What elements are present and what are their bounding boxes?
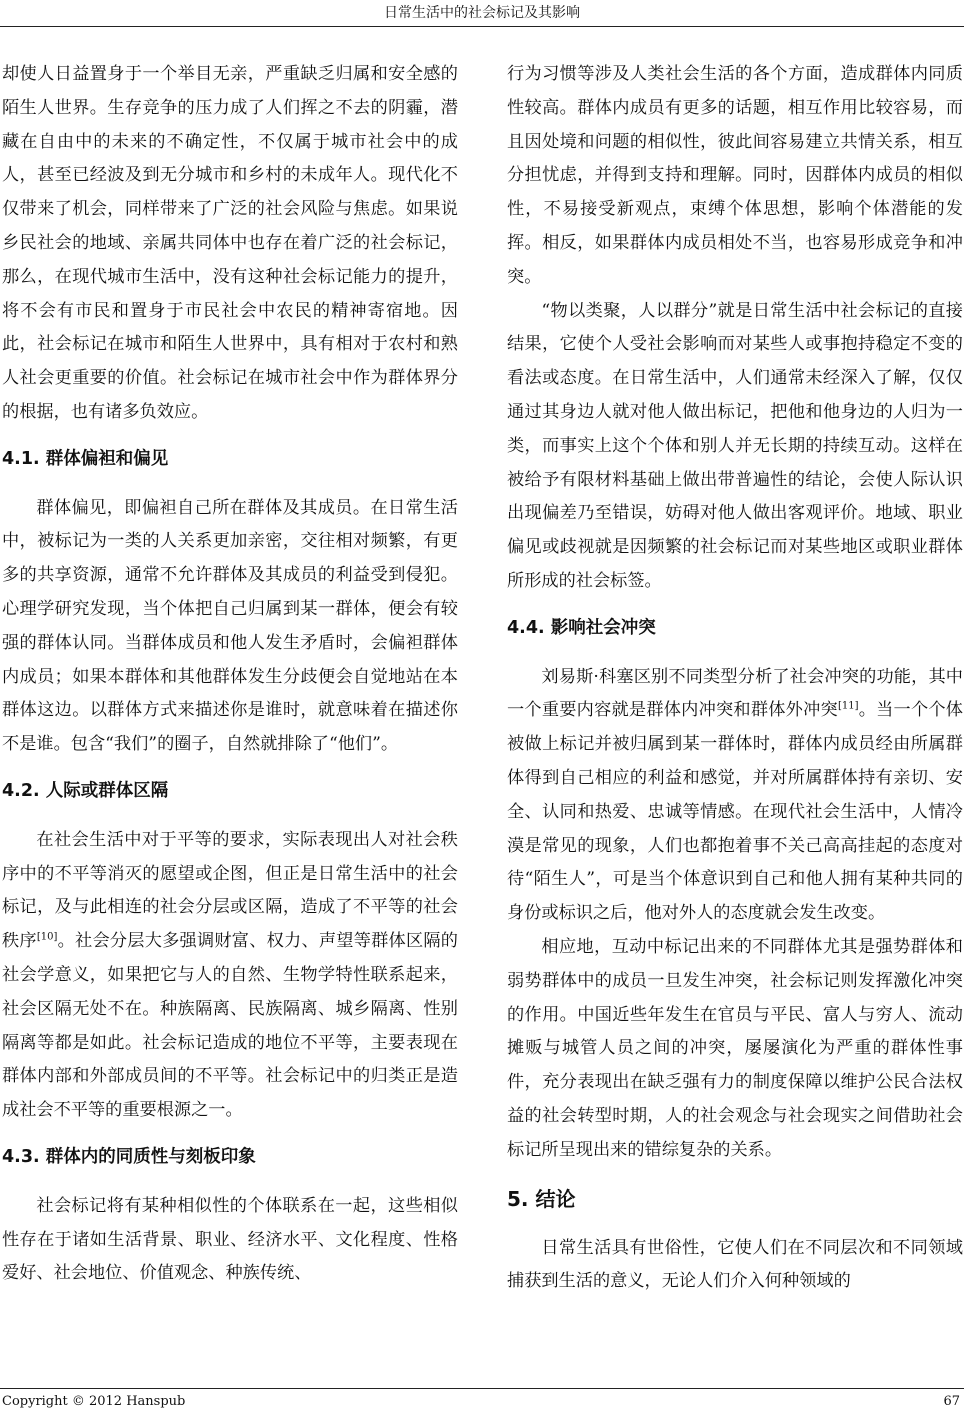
left-column	[2, 58, 458, 1291]
paragraph-4-3-continued: 行为习惯等涉及人类社会生活的各个方面，造成群体内同质性较高。群体内成员有更多的话题，相互作用比较容易，而且因处境和问题的相似性，彼此间容易建立共情关系，相互分担忧虑，并得到支持和理解。同时，因群体内成员的相似性，不易接受新观点，束缚个体思想，影响个体潜能的发挥。相反，如果群体内成员相处不当，也容易形成竞争和冲突。	[507, 64, 963, 287]
paragraph-4-4-a	[507, 661, 963, 931]
citation-10[interactable]: [10]	[36, 931, 58, 943]
paragraph-4-4-text-a: 刘易斯·科塞区别不同类型分析了社会冲突的功能，其中一个重要内容就是群体内冲突和群体外冲突	[507, 666, 963, 721]
section-heading-4-3: 4.3. 群体内的同质性与刻板印象	[2, 1146, 256, 1167]
paragraph-4-3: 社会标记将有某种相似性的个体联系在一起，这些相似性存在于诸如生活背景、职业、经济水平、文化程度、性格爱好、社会地位、价值观念、种族传统、	[2, 1195, 458, 1284]
paragraph-4-4-c: 相应地，互动中标记出来的不同群体尤其是强势群体和弱势群体中的成员一旦发生冲突，社会标记则发挥激化冲突的作用。中国近些年发生在官员与平民、富人与穷人、流动摊贩与城管人员之间的冲突，屡屡演化为严重的群体性事件，充分表现出在缺乏强有力的制度保障以维护公民合法权益的社会转型时期，人的社会观念与社会现实之间借助社会标记所呈现出来的错综复杂的关系。	[507, 936, 963, 1160]
header-rule	[0, 26, 964, 27]
section-heading-4-4: 4.4. 影响社会冲突	[507, 617, 656, 638]
section-heading-4-2: 4.2. 人际或群体区隔	[2, 780, 169, 801]
footer-page-number: 67	[943, 1394, 960, 1409]
section-heading-5: 5. 结论	[507, 1186, 576, 1211]
paragraph-5: 日常生活具有世俗性，它使人们在不同层次和不同领域捕获到生活的意义，无论人们介入何种领域的	[507, 1237, 963, 1292]
paragraph-4-3-b: “物以类聚，人以群分”就是日常生活中社会标记的直接结果，它使个人受社会影响而对某些人或事抱持稳定不变的看法或态度。在日常生活中，人们通常未经深入了解，仅仅通过其身边人就对他人做出标记，把他和他身边的人归为一类，而事实上这个个体和别人并无长期的持续互动。这样在被给予有限材料基础上做出带普遍性的结论，会使人际认识出现偏差乃至错误，妨碍对他人做出客观评价。地域、职业偏见或歧视就是因频繁的社会标记而对某些地区或职业群体所形成的社会标签。	[507, 300, 963, 591]
paragraph-intro: 却使人日益置身于一个举目无亲，严重缺乏归属和安全感的陌生人世界。生存竞争的压力成了人们挥之不去的阴霾，潜藏在自由中的未来的不确定性，不仅属于城市社会中的成人，甚至已经波及到无分城市和乡村的未成年人。现代化不仅带来了机会，同样带来了广泛的社会风险与焦虑。如果说乡民社会的地域、亲属共同体中也存在着广泛的社会标记，那么，在现代城市生活中，没有这种社会标记能力的提升，将不会有市民和置身于市民社会中农民的精神寄宿地。因此，社会标记在城市和陌生人世界中，具有相对于农村和熟人社会更重要的价值。社会标记在城市社会中作为群体界分的根据，也有诸多负效应。	[2, 64, 458, 422]
paragraph-4-2-text-b: 。社会分层大多强调财富、权力、声望等群体区隔的社会学意义，如果把它与人的自然、生物学特性联系起来，社会区隔无处不在。种族隔离、民族隔离、城乡隔离、性别隔离等都是如此。社会标记造成的地位不平等，主要表现在群体内部和外部成员间的不平等。社会标记中的归类正是造成社会不平等的重要根源之一。	[2, 931, 458, 1121]
right-column	[507, 58, 963, 1299]
footer-copyright: Copyright © 2012 Hanspub	[2, 1394, 186, 1409]
paragraph-4-2	[2, 824, 458, 1128]
section-heading-4-1: 4.1. 群体偏袒和偏见	[2, 448, 169, 469]
footer-rule	[0, 1388, 964, 1389]
paragraph-4-1: 群体偏见，即偏袒自己所在群体及其成员。在日常生活中，被标记为一类的人关系更加亲密，交往相对频繁，有更多的共享资源，通常不允许群体及其成员的利益受到侵犯。心理学研究发现，当个体把自己归属到某一群体，便会有较强的群体认同。当群体成员和他人发生矛盾时，会偏袒群体内成员；如果本群体和其他群体发生分歧便会自觉地站在本群体这边。以群体方式来描述你是谁时，就意味着在描述你不是谁。包含“我们”的圈子，自然就排除了“他们”。	[2, 497, 458, 755]
running-head: 日常生活中的社会标记及其影响	[384, 5, 580, 21]
citation-11[interactable]: [11]	[837, 700, 859, 712]
paragraph-4-4-text-b: 。当一个个体被做上标记并被归属到某一群体时，群体内成员经由所属群体得到自己相应的利益和感觉，并对所属群体持有亲切、安全、认同和热爱、忠诚等情感。在现代社会生活中，人情冷漠是常见的现象，人们也都抱着事不关己高高挂起的态度对待“陌生人”，可是当个体意识到自己和他人拥有某种共同的身份或标识之后，他对外人的态度就会发生改变。	[507, 700, 963, 924]
paragraph-4-2-text-a: 在社会生活中对于平等的要求，实际表现出人对社会秩序中的不平等消灭的愿望或企图，但正是日常生活中的社会标记，及与此相连的社会分层或区隔，造成了不平等的社会秩序	[2, 829, 458, 952]
